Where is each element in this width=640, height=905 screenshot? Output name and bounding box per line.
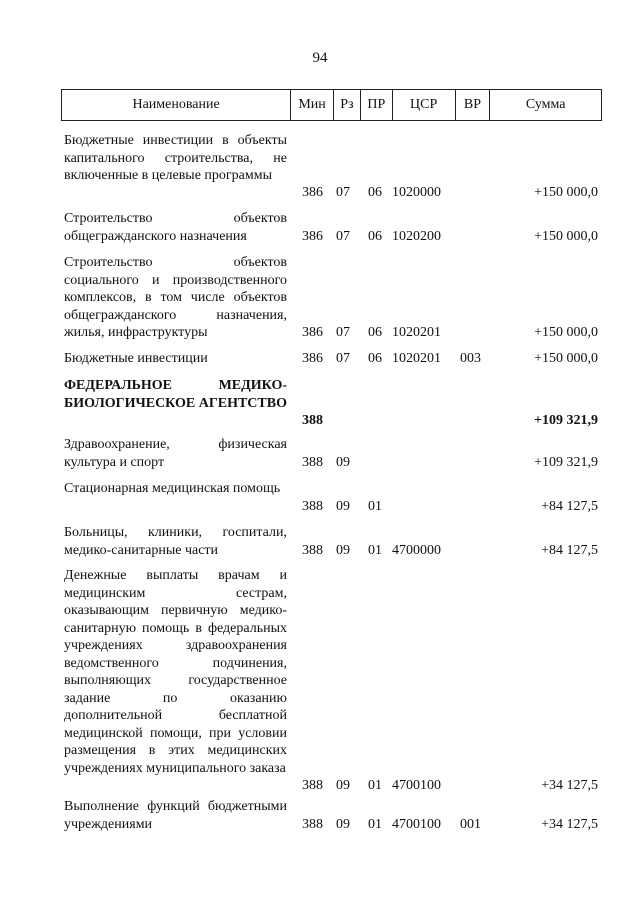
row-min: 388 [302, 778, 323, 793]
row-csr: 1020000 [392, 185, 441, 200]
row-sum: +34 127,5 [541, 778, 598, 793]
row-csr: 1020201 [392, 351, 441, 366]
row-min: 388 [302, 817, 323, 832]
row-pr: 06 [368, 325, 382, 340]
row-pr: 01 [368, 778, 382, 793]
row-csr: 1020201 [392, 325, 441, 340]
row-min: 388 [302, 455, 323, 470]
row-sum: +150 000,0 [534, 229, 598, 244]
row-name: ФЕДЕРАЛЬНОЕ МЕДИКО-БИОЛОГИЧЕСКОЕ АГЕНТСТВО [64, 378, 287, 411]
row-min: 388 [302, 413, 323, 428]
row-min: 388 [302, 499, 323, 514]
row-name: Больницы, клиники, госпитали, медико-санитарные части [64, 525, 287, 558]
row-csr: 4700100 [392, 778, 441, 793]
row-pr: 01 [368, 543, 382, 558]
row-min: 386 [302, 351, 323, 366]
row-pr: 06 [368, 351, 382, 366]
row-min: 386 [302, 229, 323, 244]
row-csr: 4700000 [392, 543, 441, 558]
row-pr: 06 [368, 229, 382, 244]
header-name: Наименование [62, 90, 291, 120]
row-rz: 07 [336, 185, 350, 200]
row-rz: 09 [336, 817, 350, 832]
row-csr: 1020200 [392, 229, 441, 244]
row-name: Здравоохранение, физическая культура и спорт [64, 437, 287, 470]
row-vr: 001 [460, 817, 481, 832]
row-sum: +109 321,9 [534, 413, 598, 428]
row-min: 386 [302, 185, 323, 200]
header-vr: ВР [456, 90, 491, 120]
row-name: Строительство объектов общегражданского назначения [64, 211, 287, 244]
row-name: Стационарная медицинская помощь [64, 481, 281, 496]
row-rz: 09 [336, 455, 350, 470]
row-sum: +84 127,5 [541, 543, 598, 558]
row-csr: 4700100 [392, 817, 441, 832]
row-rz: 09 [336, 778, 350, 793]
row-name: Строительство объектов социального и производственного комплексов, в том числе объектов общегражданского назначения, жилья, инфраструктуры [64, 255, 287, 340]
row-pr: 01 [368, 817, 382, 832]
row-rz: 09 [336, 543, 350, 558]
row-min: 388 [302, 543, 323, 558]
row-pr: 06 [368, 185, 382, 200]
row-rz: 07 [336, 229, 350, 244]
row-sum: +109 321,9 [534, 455, 598, 470]
row-min: 386 [302, 325, 323, 340]
row-rz: 07 [336, 351, 350, 366]
row-name: Выполнение функций бюджетными учреждениями [64, 799, 287, 832]
row-name: Бюджетные инвестиции [64, 351, 208, 366]
table-header [61, 89, 602, 121]
row-pr: 01 [368, 499, 382, 514]
header-sum: Сумма [525, 97, 566, 112]
row-sum: +34 127,5 [541, 817, 598, 832]
row-name: Денежные выплаты врачам и медицинским сестрам, оказывающим первичную медико-санитарную помощь в федеральных учреждениях здравоохранения ведомственного подчинения, выполняющих государственное задание по оказанию дополнительной бесплатной медицинской помощи, при условии размещения в этих медицинских учреждениях муниципального заказа [64, 568, 287, 776]
header-rz: Рз [334, 90, 361, 120]
row-rz: 07 [336, 325, 350, 340]
row-sum: +84 127,5 [541, 499, 598, 514]
row-vr: 003 [460, 351, 481, 366]
row-rz: 09 [336, 499, 350, 514]
row-sum: +150 000,0 [534, 351, 598, 366]
header-min: Мин [291, 90, 334, 120]
row-sum: +150 000,0 [534, 325, 598, 340]
row-name: Бюджетные инвестиции в объекты капитального строительства, не включенные в целевые программы [64, 133, 287, 183]
header-csr: ЦСР [393, 90, 456, 120]
row-sum: +150 000,0 [534, 185, 598, 200]
page-number: 94 [312, 50, 328, 66]
header-pr: ПР [361, 90, 393, 120]
